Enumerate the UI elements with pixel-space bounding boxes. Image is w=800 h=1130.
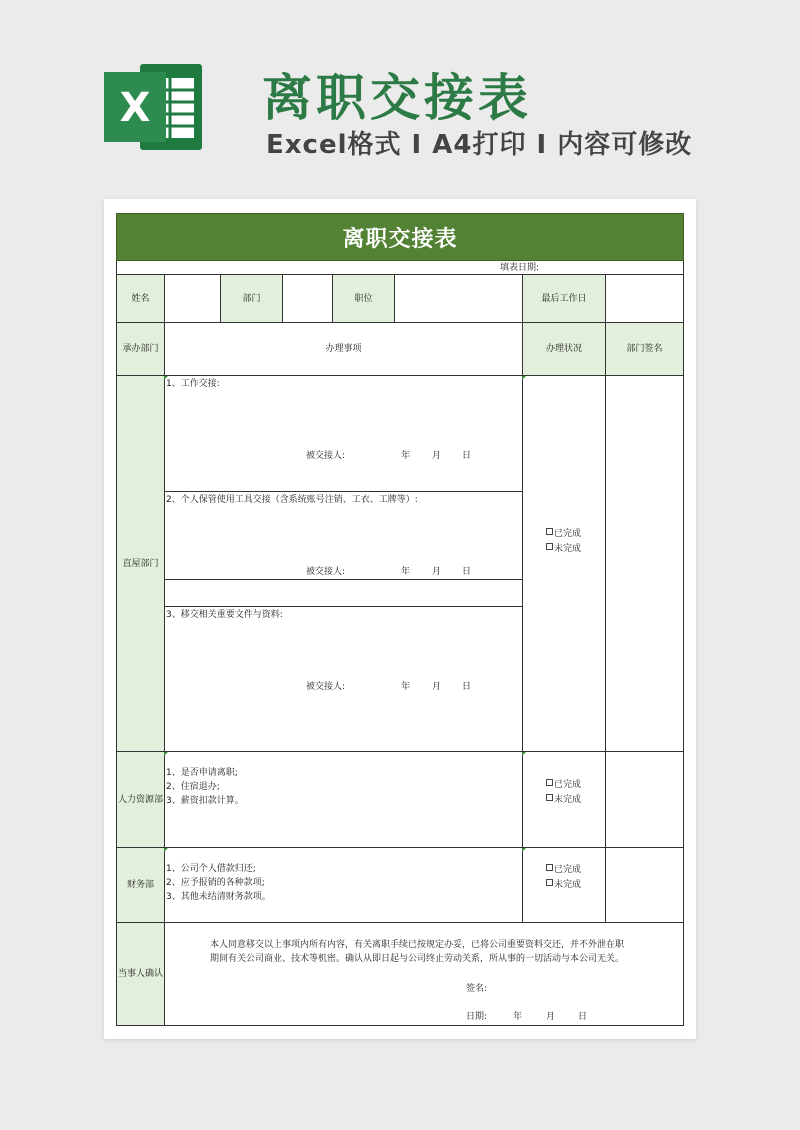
hr-line-2: 2、住宿退办; <box>166 782 220 792</box>
direct-item1-text: 1、工作交接: <box>166 379 220 389</box>
dept-field[interactable] <box>282 275 332 323</box>
direct-item2-day: 日 <box>462 567 472 577</box>
finance-status-done-label: 已完成 <box>554 865 582 875</box>
direct-status-not-done-label: 未完成 <box>554 544 582 554</box>
direct-item2-text: 2、个人保管使用工具交接（含系统账号注销、工衣、工牌等）: <box>166 495 418 505</box>
cell-marker-icon <box>522 752 526 756</box>
direct-item1-cell[interactable] <box>164 376 522 492</box>
direct-dept-label: 直屋部门 <box>116 376 164 752</box>
confirm-line-1: 本人同意移交以上事项内所有内容，有关离职手续已按规定办妥，已将公司重要资料交还，并不外泄在职 <box>210 940 625 950</box>
col-items-header: 办理事项 <box>164 323 522 376</box>
checkbox-icon[interactable] <box>546 864 553 871</box>
direct-item2-month: 月 <box>432 567 442 577</box>
dept-label: 部门 <box>220 275 282 323</box>
direct-item3-month: 月 <box>432 682 442 692</box>
confirm-date-label: 日期: <box>466 1012 488 1022</box>
hr-sign-cell[interactable] <box>605 752 684 848</box>
last-day-field[interactable] <box>605 275 684 323</box>
hr-status-done-label: 已完成 <box>554 780 582 790</box>
finance-status-not-done[interactable] <box>546 878 581 892</box>
direct-status-done-label: 已完成 <box>554 529 582 539</box>
checkbox-icon[interactable] <box>546 528 553 535</box>
confirm-line-2: 期间有关公司商业、技术等机密。确认从即日起与公司终止劳动关系，所从事的一切活动与本公司无关。 <box>210 954 625 964</box>
hr-status-not-done-label: 未完成 <box>554 795 582 805</box>
direct-status-done[interactable] <box>546 527 581 541</box>
finance-line-1: 1、公司个人借款归还; <box>166 864 256 874</box>
hr-status-not-done[interactable] <box>546 793 581 807</box>
fill-date-row <box>116 261 684 275</box>
finance-status-not-done-label: 未完成 <box>554 880 582 890</box>
confirm-label: 当事人确认 <box>116 923 164 1026</box>
confirm-sign-label: 签名: <box>466 984 488 994</box>
position-field[interactable] <box>394 275 522 323</box>
direct-item1-month: 月 <box>432 451 442 461</box>
direct-item3-receiver: 被交接人: <box>306 682 346 692</box>
direct-item3-day: 日 <box>462 682 472 692</box>
checkbox-icon[interactable] <box>546 543 553 550</box>
cell-marker-icon <box>522 848 526 852</box>
checkbox-icon[interactable] <box>546 779 553 786</box>
excel-logo-letter: X <box>119 85 151 131</box>
last-day-label: 最后工作日 <box>522 275 605 323</box>
direct-item1-year: 年 <box>401 451 411 461</box>
fill-date-label: 填表日期: <box>500 263 540 273</box>
direct-sign-cell[interactable] <box>605 376 684 752</box>
name-label: 姓名 <box>116 275 164 323</box>
confirm-day: 日 <box>578 1012 588 1022</box>
direct-item2-receiver: 被交接人: <box>306 567 346 577</box>
cell-marker-icon <box>164 752 168 756</box>
hr-status-done[interactable] <box>546 778 581 792</box>
excel-logo-icon <box>104 58 204 156</box>
finance-status-done[interactable] <box>546 863 581 877</box>
checkbox-icon[interactable] <box>546 794 553 801</box>
cell-marker-icon <box>164 376 168 380</box>
form-title: 离职交接表 <box>116 213 684 261</box>
handover-form <box>116 213 684 1026</box>
position-label: 职位 <box>332 275 394 323</box>
checkbox-icon[interactable] <box>546 879 553 886</box>
direct-status-cell[interactable] <box>522 376 605 752</box>
direct-item2-year: 年 <box>401 567 411 577</box>
finance-line-3: 3、其他未结清财务款项。 <box>166 892 271 902</box>
banner-title: 离职交接表 <box>262 69 532 127</box>
name-field[interactable] <box>164 275 220 323</box>
finance-sign-cell[interactable] <box>605 848 684 923</box>
col-sign-header: 部门签名 <box>605 323 684 376</box>
banner-subtitle: Excel格式 I A4打印 I 内容可修改 <box>266 130 693 160</box>
direct-spacer-cell <box>164 580 522 607</box>
finance-line-2: 2、应予报销的各种款项; <box>166 878 265 888</box>
col-dept-header: 承办部门 <box>116 323 164 376</box>
cell-marker-icon <box>164 848 168 852</box>
direct-item3-text: 3、移交相关重要文件与资料: <box>166 610 283 620</box>
direct-status-not-done[interactable] <box>546 542 581 556</box>
col-status-header: 办理状况 <box>522 323 605 376</box>
hr-label: 人力资源部 <box>116 752 164 848</box>
hr-line-3: 3、薪资扣款计算。 <box>166 796 244 806</box>
finance-label: 财务部 <box>116 848 164 923</box>
confirm-year: 年 <box>513 1012 523 1022</box>
direct-item1-day: 日 <box>462 451 472 461</box>
hr-line-1: 1、是否申请离职; <box>166 768 238 778</box>
direct-item3-year: 年 <box>401 682 411 692</box>
direct-item1-receiver: 被交接人: <box>306 451 346 461</box>
cell-marker-icon <box>522 376 526 380</box>
confirm-month: 月 <box>546 1012 556 1022</box>
